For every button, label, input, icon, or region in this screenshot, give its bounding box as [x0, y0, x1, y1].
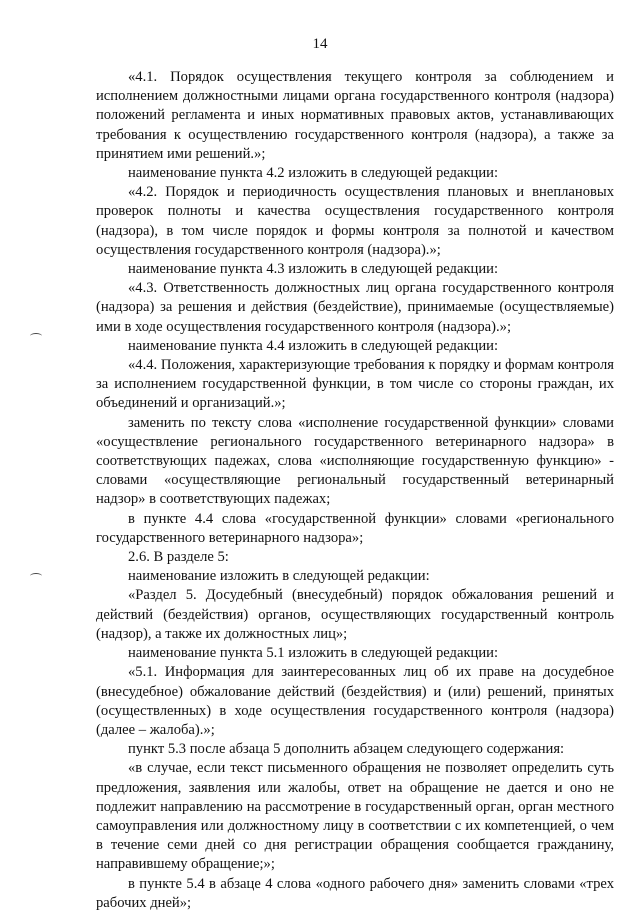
paragraph-4-4-text: «4.4. Положения, характеризующие требования к порядку и формам контроля за исполнением государственной функции, в том числе со стороны граждан, их объединений и организаций.»;	[96, 357, 614, 412]
page-number: 14	[312, 36, 328, 52]
paragraph-5-1-instruction: наименование пункта 5.1 изложить в следующей редакции:	[128, 645, 499, 662]
paragraph-section-5-title: «Раздел 5. Досудебный (внесудебный) порядок обжалования решений и действий (бездействия) органов, осуществляющих государственный контроль (надзор), а также их должностных лиц»;	[96, 587, 614, 642]
document-body	[96, 68, 614, 913]
paragraph-4-2-text: «4.2. Порядок и периодичность осуществления плановых и внеплановых проверок полноты и качества осуществления государственного контроля (надзора), в том числе порядок и формы контроля за полнотой и качеством осуществления государственного контроля (надзора).»;	[96, 184, 614, 258]
paragraph-replace-terms: заменить по тексту слова «исполнение государственной функции» словами «осуществление регионального государственного ветеринарного надзора» в соответствующих падежах, слова «исполняющие государственную функцию» - словами «осуществляющие региональный государственный ветеринарный надзор» в соответствующих падежах;	[96, 414, 614, 508]
paragraph-section-5-instruction: наименование изложить в следующей редакции:	[128, 568, 430, 585]
paragraph-4-1-text: «4.1. Порядок осуществления текущего контроля за соблюдением и исполнением должностными лицами органа государственного контроля (надзора) положений регламента и иных нормативных правовых актов, устанавливающих требования к осуществлению государственного контроля (надзора), а также за принятием ими решений.»;	[96, 69, 614, 162]
margin-mark	[30, 573, 42, 579]
paragraph-4-3-instruction: наименование пункта 4.3 изложить в следующей редакции:	[128, 261, 499, 278]
paragraph-5-4-text: в пункте 5.4 в абзаце 4 слова «одного рабочего дня» заменить словами «трех рабочих дней»;	[96, 875, 614, 911]
paragraph-4-2-instruction: наименование пункта 4.2 изложить в следующей редакции:	[128, 165, 499, 182]
paragraph-5-3-text: «в случае, если текст письменного обращения не позволяет определить суть предложения, заявления или жалобы, ответ на обращение не дается и оно не подлежит направлению на рассмотрение в государственный орган, орган местного самоуправления или должностному лицу в соответствии с их компетенцией, о чем в течение семи дней со дня регистрации обращения сообщается гражданину, направившему обращение;»;	[96, 760, 614, 873]
paragraph-4-3-text: «4.3. Ответственность должностных лиц органа государственного контроля (надзора) за решения и действия (бездействие), принимаемые (осуществляемые) ими в ходе осуществления государственного контроля (надзора).»;	[96, 280, 614, 335]
paragraph-5-3-instruction: пункт 5.3 после абзаца 5 дополнить абзацем следующего содержания:	[128, 741, 565, 758]
paragraph-4-4-instruction: наименование пункта 4.4 изложить в следующей редакции:	[128, 337, 499, 354]
margin-mark	[30, 333, 42, 339]
paragraph-5-1-text: «5.1. Информация для заинтересованных лиц об их праве на досудебное (внесудебное) обжалование действий (бездействия) и (или) решений, принятых (осуществленных) в ходе осуществления государственного контроля (надзора) (далее – жалоба).»;	[96, 664, 614, 738]
paragraph-4-4-words: в пункте 4.4 слова «государственной функции» словами «регионального государственного ветеринарного надзора»;	[96, 510, 614, 546]
paragraph-2-6-heading: 2.6. В разделе 5:	[128, 549, 229, 566]
